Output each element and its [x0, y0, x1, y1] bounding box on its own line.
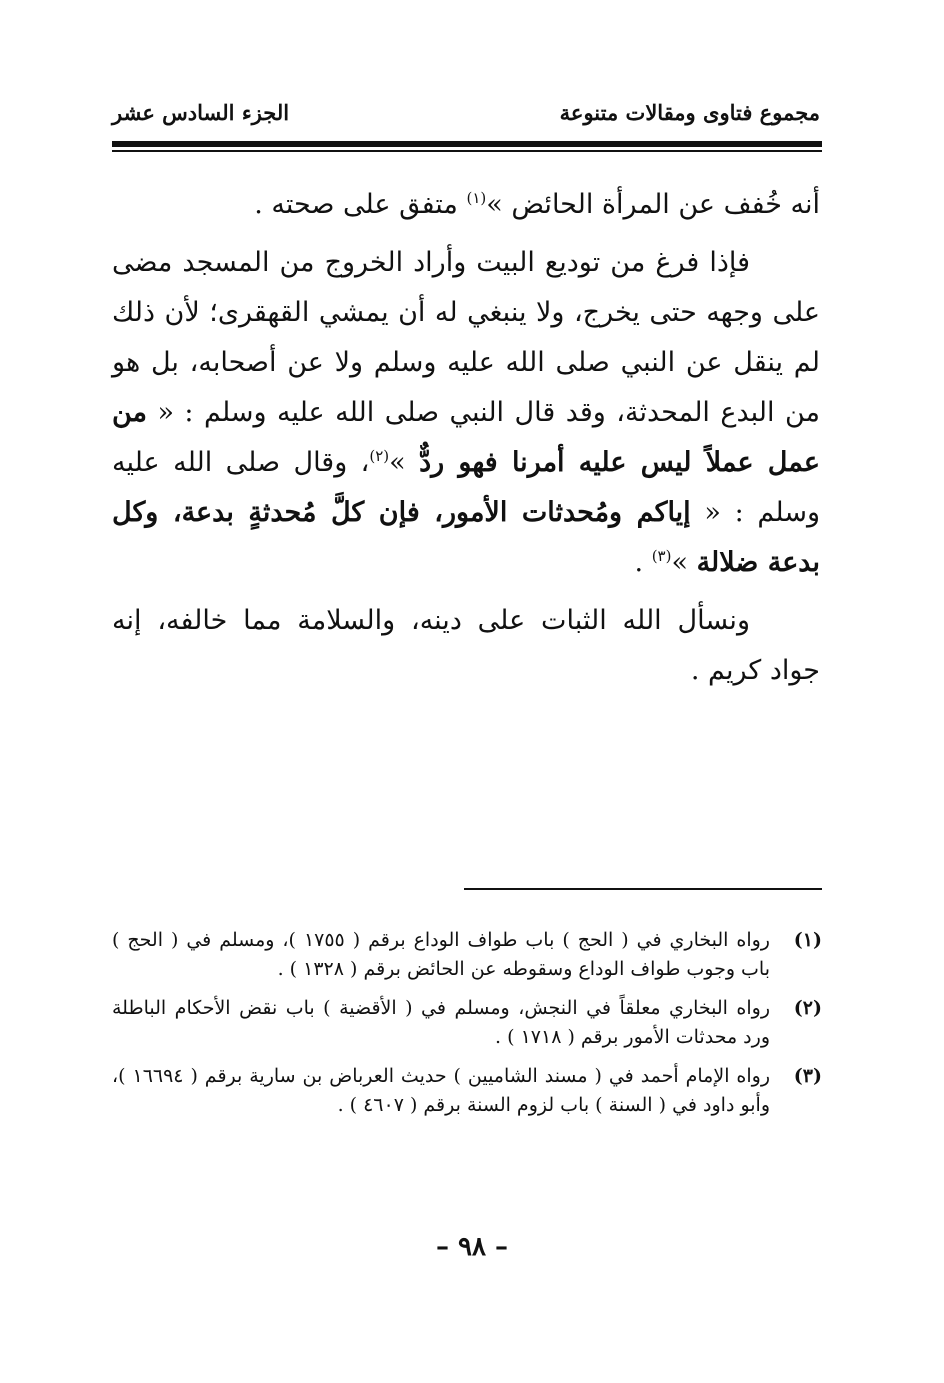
book-title: مجموع فتاوى ومقالات متنوعة — [559, 100, 820, 125]
footnote-number: (٣) — [793, 1065, 822, 1087]
paragraph-1-text-a: أنه خُفف عن المرأة الحائض » — [486, 189, 820, 220]
paragraph-1-text-b: متفق على صحته . — [254, 189, 467, 220]
footnote-text: رواه الإمام أحمد في ( مسند الشاميين ) حديث العرباض بن سارية برقم ( ١٦٦٩٤ )، وأبو داود في ( السنة ) باب لزوم السنة برقم ( ٤٦٠٧ ) . — [112, 1065, 770, 1116]
footnote-1 — [112, 926, 822, 984]
footnote-text: رواه البخاري معلقاً في النجش، ومسلم في ( الأقضية ) باب نقض الأحكام الباطلة ورد محدثات الأمور برقم ( ١٧١٨ ) . — [112, 997, 770, 1048]
paragraph-2-text-e: » — [671, 547, 697, 578]
paragraph-2-text-c: » — [389, 447, 420, 478]
header-rule-thin — [112, 150, 822, 152]
page-number: – ٩٨ – — [435, 1232, 509, 1262]
footnote-3 — [112, 1062, 822, 1120]
footnote-ref-2: (٢) — [369, 447, 390, 465]
hadith-quote-2: إياكم ومُحدثات الأمور، فإن كلَّ مُحدثةٍ بدعة، وكل بدعة ضلالة — [112, 497, 820, 578]
footnote-number: (٢) — [793, 997, 822, 1019]
paragraph-1 — [112, 180, 820, 230]
paragraph-2-text-d: ، وقال صلى الله عليه وسلم : « — [112, 447, 821, 528]
footnote-text: رواه البخاري في ( الحج ) باب طواف الوداع برقم ( ١٧٥٥ )، ومسلم في ( الحج ) باب وجوب طواف الوداع وسقوطه عن الحائض برقم ( ١٣٢٨ ) . — [112, 929, 770, 980]
hadith-quote-1: من عمل عملاً ليس عليه أمرنا فهو ردٌّ — [112, 397, 820, 478]
body-text — [112, 180, 820, 696]
footnote-ref-1: (١) — [466, 189, 487, 207]
paragraph-2 — [112, 238, 820, 588]
footnote-number: (١) — [793, 929, 822, 951]
volume-label: الجزء السادس عشر — [112, 100, 290, 125]
footnotes — [112, 926, 822, 1130]
paragraph-2-text-a: فإذا فرغ من توديع البيت وأراد الخروج من المسجد مضى على وجهه حتى يخرج، ولا ينبغي له أن يمشي القهقرى؛ لأن ذلك لم ينقل عن النبي صلى الله عليه وسلم ولا عن أصحابه، بل هو من البدع المحدثة، وقد قال النبي صلى الله عليه وسلم : « — [112, 247, 820, 428]
footnote-separator — [464, 888, 822, 890]
header-rule-thick — [112, 141, 822, 147]
paragraph-2-text-f: . — [634, 547, 652, 578]
paragraph-3: ونسأل الله الثبات على دينه، والسلامة مما خالفه، إنه جواد كريم . — [112, 605, 820, 686]
footnote-ref-3: (٣) — [651, 547, 672, 565]
page-header — [112, 96, 820, 136]
footnote-2 — [112, 994, 822, 1052]
